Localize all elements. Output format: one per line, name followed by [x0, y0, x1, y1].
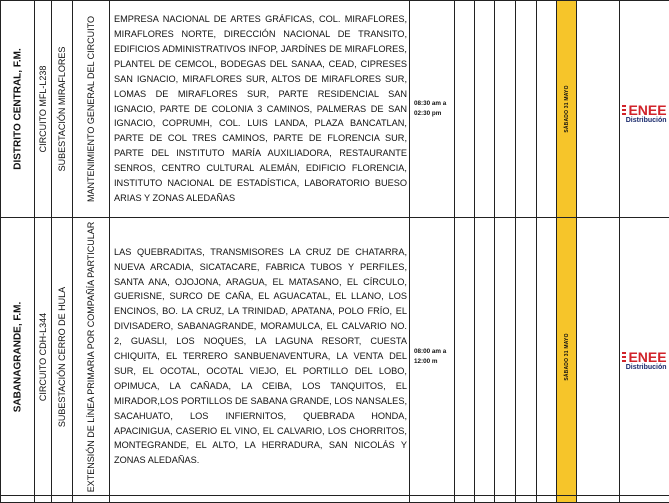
circuit-label: CIRCUITO CDH-L344 [38, 312, 48, 400]
logo-cell [620, 218, 669, 496]
district-label: DISTRITO CENTRAL, F.M. [12, 48, 23, 169]
empty-cell [475, 1, 495, 218]
enee-bars-icon [622, 105, 626, 115]
empty-cell [495, 1, 516, 218]
time-start: 08:00 am a [414, 347, 454, 357]
logo-wordmark: ENEE [628, 350, 666, 364]
district-cell [1, 218, 35, 496]
enee-logo [622, 103, 666, 125]
circuit-label: CIRCUITO MFL-L238 [38, 66, 48, 153]
day-label: SÁBADO 31 MAYO [564, 85, 570, 132]
substation-cell [52, 218, 73, 496]
day-cell [557, 1, 577, 218]
day-label: SÁBADO 31 MAYO [564, 333, 570, 380]
time-cell [410, 218, 455, 496]
substation-label: SUBESTACIÓN CERRO DE HULA [57, 286, 67, 426]
empty-cell [516, 1, 537, 218]
empty-cell [455, 218, 475, 496]
table-row [1, 1, 669, 218]
enee-bars-icon [622, 352, 626, 362]
affected-areas-text: EMPRESA NACIONAL DE ARTES GRÁFICAS, COL. MIRAFLORES, MIRAFLORES NORTE, DIRECCIÓN NACIONAL DE TRANSITO, EDIFICIOS ADMINISTRATIVOS INFOP, JARDÍNES DE MIRAFLORES, PLANTEL DE CEMCOL, BODEGAS DEL SANAA, CEAD, CIPRESES SAN IGNACIO, MIRAFLORES SUR, ALTOS DE MIRAFLORES SUR, LOMAS DE MIRAFLORES SUR, PARTE RESIDENCIAL SAN IGNACIO, PARTE DE COLONIA 3 CAMINOS, PALMERAS DE SAN IGNACIO, COPRUMH, COL. LUIS LANDA, PLAZA BANCATLAN, PARTE DE COL TRES CAMINOS, PARTE DE FLORENCIA SUR, PARTE DEL INSTITUTO MARÍA AUXILIADORA, RESTAURANTE SENROS, CENTRO CULTURAL ALEMÁN, EDIFICIO FLORENCIA, INSTITUTO NACIONAL DE ESTADÍSTICA, LABORATORIO BUESO ARIAS Y ZONAS ALEDAÑAS [114, 12, 407, 206]
work-type-label: MANTENIMIENTO GENERAL DEL CIRCUITO [86, 16, 96, 202]
time-end: 02:30 pm [414, 109, 454, 119]
time-end: 12:00 m [414, 357, 454, 367]
affected-areas-cell [110, 218, 410, 496]
work-type-label: EXTENSIÓN DE LÍNEA PRIMARIA POR COMPAÑÍA PARTICULAR [86, 221, 96, 492]
empty-cell [577, 218, 620, 496]
enee-logo [622, 350, 666, 372]
table-row [1, 218, 669, 496]
time-start: 08:30 am a [414, 99, 454, 109]
work-type-cell [73, 1, 110, 218]
substation-label: SUBESTACIÓN MIRAFLORES [57, 47, 67, 172]
district-cell [1, 1, 35, 218]
logo-subtitle: Distribución [626, 364, 667, 372]
empty-cell [577, 1, 620, 218]
time-cell [410, 1, 455, 218]
empty-cell [516, 218, 537, 496]
affected-areas-text: LAS QUEBRADITAS, TRANSMISORES LA CRUZ DE CHATARRA, NUEVA ARCADIA, SICATACARE, FABRICA TUBOS Y PERFILES, SANTA ANA, OJOJONA, ARAGUA, EL MATASANO, EL CÍRCULO, GUERISNE, SURCO DE CAÑA, EL AGUACATAL, EL LLANO, LOS ENCINOS, BO. LA CRUZ, LA TRINIDAD, APATANA, POLO FRÍO, EL DIVISADERO, SABANAGRANDE, MORAMULCA, EL CALVARIO NO. 2, GUASLI, LOS NOQUES, LA LAGUNA RESORT, CUESTA CHIQUITA, EL TERRERO SANBUENAVENTURA, LA VENTA DEL SUR, EL OCOTAL, OCOTAL VIEJO, EL PORTILLO DEL LOBO, OPIMUCA, LA CAÑADA, LA CEIBA, LOS TANQUITOS, EL MIRADOR,LOS PORTILLOS DE SABANA GRANDE, LOS NANSALES, SACAHUATO, LOS INFIERNITOS, QUEBRADA HONDA, APACINIGUA, CASERIO EL VINO, EL CALVARIO, LOS CHORRITOS, MONTEGRANDE, EL ALTO, LA HERRADURA, SAN NICOLÁS Y ZONAS ALEDAÑAS. [114, 245, 407, 469]
empty-cell [537, 218, 557, 496]
substation-cell [52, 1, 73, 218]
circuit-cell [35, 218, 52, 496]
empty-cell [537, 1, 557, 218]
empty-cell [455, 1, 475, 218]
work-type-cell [73, 218, 110, 496]
table-row [1, 496, 669, 503]
logo-cell [620, 1, 669, 218]
circuit-cell [35, 1, 52, 218]
affected-areas-cell [110, 1, 410, 218]
empty-cell [495, 218, 516, 496]
day-cell [557, 218, 577, 496]
empty-cell [475, 218, 495, 496]
logo-subtitle: Distribución [626, 117, 667, 125]
logo-wordmark: ENEE [628, 103, 666, 117]
district-label: SABANAGRANDE, F.M. [12, 301, 23, 412]
